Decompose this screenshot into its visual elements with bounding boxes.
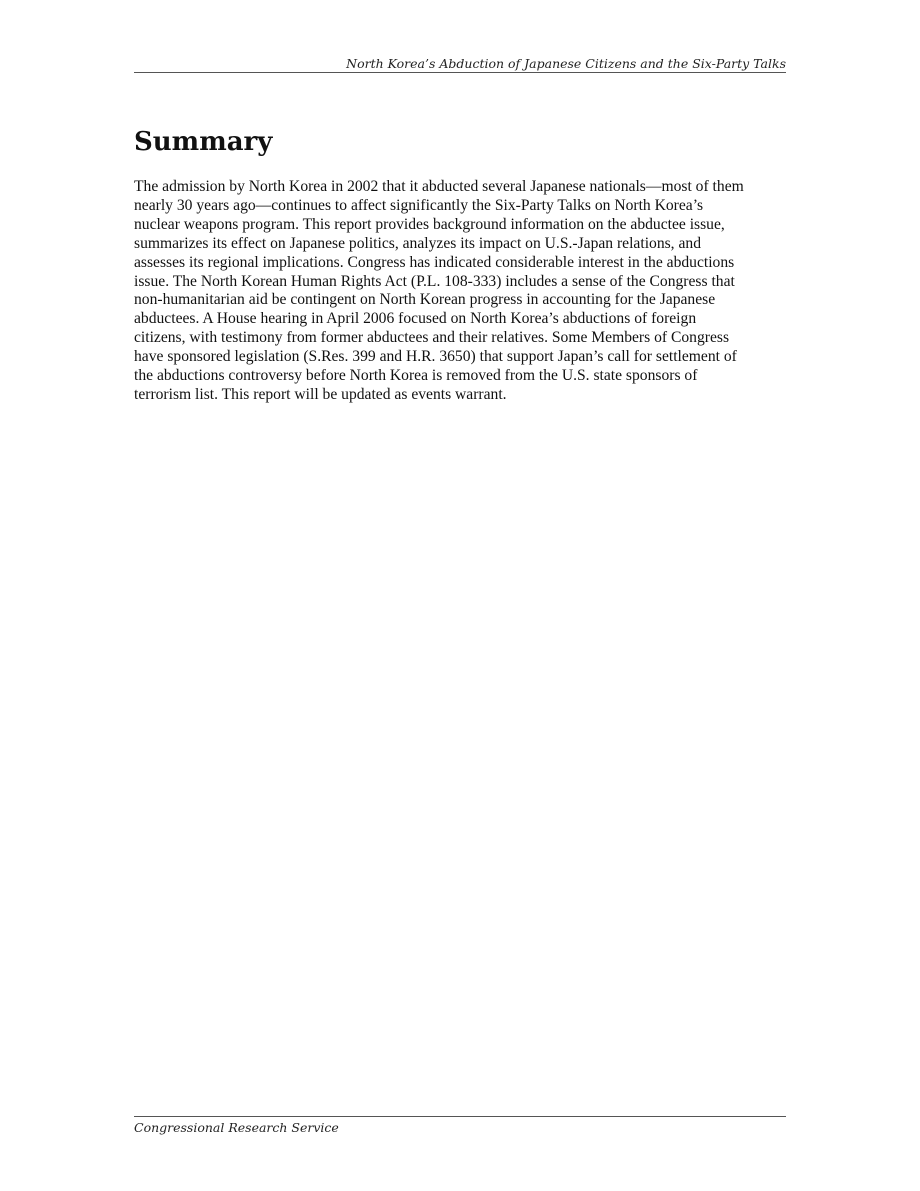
summary-line: The admission by North Korea in 2002 that it abducted several Japanese nationals—most of them bbox=[134, 178, 744, 195]
summary-line: abductees. A House hearing in April 2006 focused on North Korea’s abductions of foreign bbox=[134, 310, 697, 328]
summary-line: nuclear weapons program. This report provides background information on the abductee issue, bbox=[134, 215, 725, 233]
summary-line: non-humanitarian aid be contingent on North Korean progress in accounting for the Japanese bbox=[134, 291, 716, 309]
summary-line: summarizes its effect on Japanese politics, analyzes its impact on U.S.-Japan relations, and bbox=[134, 234, 701, 252]
footer-rule bbox=[134, 1116, 786, 1117]
header-rule bbox=[134, 72, 786, 73]
summary-line: the abductions controversy before North Korea is removed from the U.S. state sponsors of bbox=[134, 367, 698, 385]
summary-line: assesses its regional implications. Congress has indicated considerable interest in the abductions bbox=[134, 253, 735, 271]
summary-paragraph bbox=[134, 178, 786, 405]
summary-line: terrorism list. This report will be updated as events warrant. bbox=[134, 385, 507, 403]
running-header-title: North Korea’s Abduction of Japanese Citizens and the Six-Party Talks bbox=[346, 56, 786, 71]
summary-line: have sponsored legislation (S.Res. 399 and H.R. 3650) that support Japan’s call for settlement of bbox=[134, 348, 737, 366]
summary-line: citizens, with testimony from former abductees and their relatives. Some Members of Congress bbox=[134, 329, 730, 347]
summary-line: nearly 30 years ago—continues to affect significantly the Six-Party Talks on North Korea’s bbox=[134, 196, 704, 214]
running-footer-organization: Congressional Research Service bbox=[134, 1120, 339, 1135]
summary-line: issue. The North Korean Human Rights Act (P.L. 108-333) includes a sense of the Congress that bbox=[134, 272, 735, 290]
section-title: Summary bbox=[134, 127, 273, 157]
